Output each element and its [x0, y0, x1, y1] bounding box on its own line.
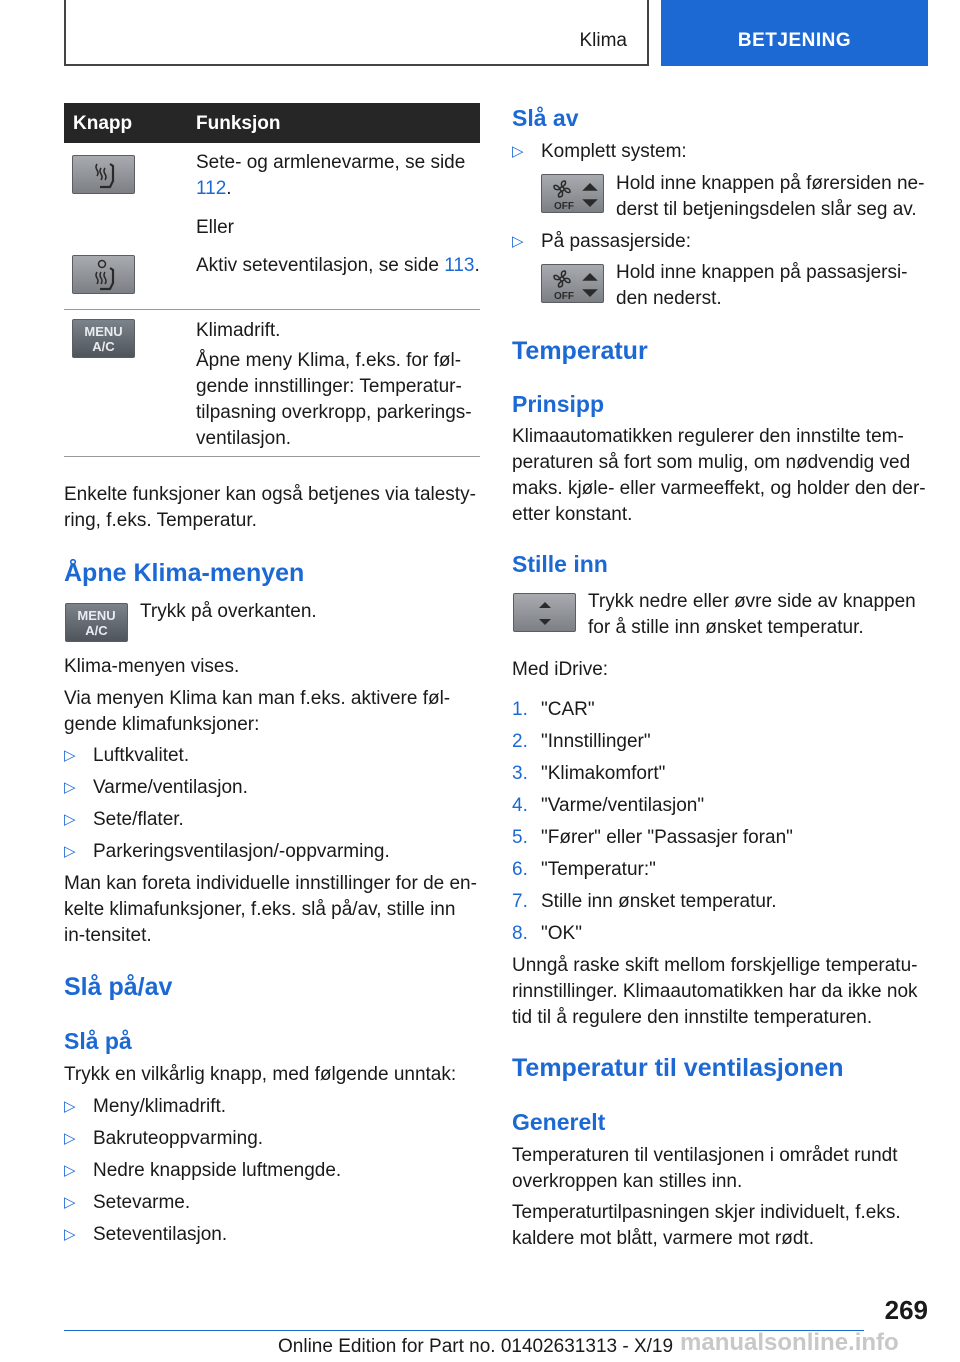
heading-switch-off: Slå av — [512, 105, 579, 131]
seat-ventilation-button-icon — [72, 255, 135, 294]
idrive-text: Med iDrive: — [512, 659, 609, 680]
svg-text:OFF: OFF — [554, 291, 574, 302]
list-item: 8. "OK" — [512, 923, 582, 944]
col-header-function: Funksjon — [196, 113, 281, 134]
list-item: ▷ Nedre knappside luftmengde. — [64, 1160, 342, 1181]
button-function-table — [64, 103, 480, 457]
watermark: manualsonline.info — [680, 1329, 899, 1356]
header-chapter-tab[interactable]: BETJENING — [661, 0, 928, 66]
list-item: ▷ Parkeringsventilasjon/-oppvarming. — [64, 841, 390, 862]
list-item: ▷ Seteventilasjon. — [64, 1224, 228, 1245]
heading-set: Stille inn — [512, 551, 608, 577]
col-header-button: Knapp — [73, 113, 133, 134]
page-link-113[interactable]: 113 — [444, 255, 475, 276]
general-text-1: Temperaturen til ventilasjonen i området rundt overkroppen kan stilles inn. — [512, 1145, 898, 1192]
menu-ac-button-icon: MENU A/C — [65, 603, 128, 642]
individual-text: Man kan foreta individuelle innstillinger for de en-kelte klimafunksjoner, f.eks. slå på/av, stille inn in-tensitet. — [64, 873, 477, 946]
complete-system-desc: Hold inne knappen på førersiden ne-derst til betjeningsdelen slår seg av. — [616, 173, 925, 220]
list-item: ▷ Varme/ventilasjon. — [64, 777, 248, 798]
list-item: 3. "Klimakomfort" — [512, 763, 666, 784]
heading-open-climate-menu: Åpne Klima-menyen — [64, 559, 305, 587]
heading-principle: Prinsipp — [512, 391, 605, 417]
table-row: Sete- og armlenevarme, se side 112. Eller Aktiv seteventilasjon, se side 113. — [64, 143, 480, 310]
list-item: 6. "Temperatur:" — [512, 859, 656, 880]
list-item: ▷ Bakruteoppvarming. — [64, 1128, 264, 1149]
intro-text: Enkelte funksjoner kan også betjenes via talesty-ring, f.eks. Temperatur. — [64, 484, 476, 531]
heading-general: Generelt — [512, 1109, 606, 1135]
menu-ac-button-icon: MENU A/C — [72, 319, 135, 358]
table-header — [64, 103, 480, 143]
menu-shown-text: Klima-menyen vises. — [64, 656, 240, 677]
list-item: ▷ På passasjerside: — [512, 231, 691, 252]
set-desc: Trykk nedre eller øvre side av knappen for å stille inn ønsket temperatur. — [588, 591, 916, 638]
list-item: 5. "Fører" eller "Passasjer foran" — [512, 827, 793, 848]
list-item: 7. Stille inn ønsket temperatur. — [512, 891, 777, 912]
heading-vent-temperature: Temperatur til ventilasjonen — [512, 1054, 844, 1082]
passenger-desc: Hold inne knappen på passasjersi-den nederst. — [616, 262, 908, 309]
fan-off-button-icon — [541, 174, 604, 213]
list-item: ▷ Luftkvalitet. — [64, 745, 190, 766]
list-item: ▷ Meny/klimadrift. — [64, 1096, 227, 1117]
general-text-2: Temperaturtilpasningen skjer individuelt, f.eks. kaldere mot blått, varmere mot rødt. — [512, 1202, 901, 1249]
heading-temperature: Temperatur — [512, 337, 648, 365]
page-header — [64, 0, 928, 66]
seat-heating-button-icon — [72, 155, 135, 194]
press-top-text: Trykk på overkanten. — [140, 601, 317, 622]
header-frame — [64, 0, 649, 66]
header-section: Klima — [579, 30, 627, 51]
heading-switch-on: Slå på — [64, 1028, 132, 1054]
list-item: 2. "Innstillinger" — [512, 731, 651, 752]
fan-off-button-icon — [541, 264, 604, 303]
table-row — [64, 310, 480, 457]
seat-ventilation-text: Aktiv seteventilasjon, se side — [196, 255, 445, 276]
press-any-text: Trykk en vilkårlig knapp, med følgende unntak: — [64, 1064, 457, 1085]
climate-mode-title: Klimadrift. — [196, 320, 281, 341]
list-item: 4. "Varme/ventilasjon" — [512, 795, 705, 816]
avoid-text: Unngå raske skift mellom forskjellige temperatu-rinnstillinger. Klimaautomatikken har da ikke nok tid til å regulere den innstilte temperaturen. — [512, 955, 918, 1028]
list-item: ▷ Sete/flater. — [64, 809, 184, 830]
svg-text:OFF: OFF — [554, 201, 574, 212]
page-number: 269 — [884, 1295, 928, 1325]
or-text: Eller — [196, 217, 235, 238]
via-menu-text: Via menyen Klima kan man f.eks. aktivere føl-gende klimafunksjoner: — [64, 688, 451, 735]
climate-mode-desc: Åpne meny Klima, f.eks. for føl-gende innstillinger: Temperatur-tilpasning overkropp, parkerings-ventilasjon. — [196, 350, 472, 449]
footer-edition: Online Edition for Part no. 01402631313 - X/19 — [278, 1336, 674, 1357]
list-item: 1. "CAR" — [512, 699, 595, 720]
page-link-112[interactable]: 112 — [196, 178, 227, 199]
heading-on-off: Slå på/av — [64, 973, 173, 1001]
list-item: ▷ Setevarme. — [64, 1192, 191, 1213]
principle-text: Klimaautomatikken regulerer den innstilte tem-peraturen så fort som mulig, om nødvendig ved maks. kjøle- eller varmeeffekt, og holder den der-etter konstant. — [512, 426, 926, 525]
seat-heating-text: Sete- og armlenevarme, se side — [196, 152, 466, 173]
temp-up-down-button-icon — [513, 593, 576, 632]
list-item: ▷ Komplett system: — [512, 141, 687, 162]
